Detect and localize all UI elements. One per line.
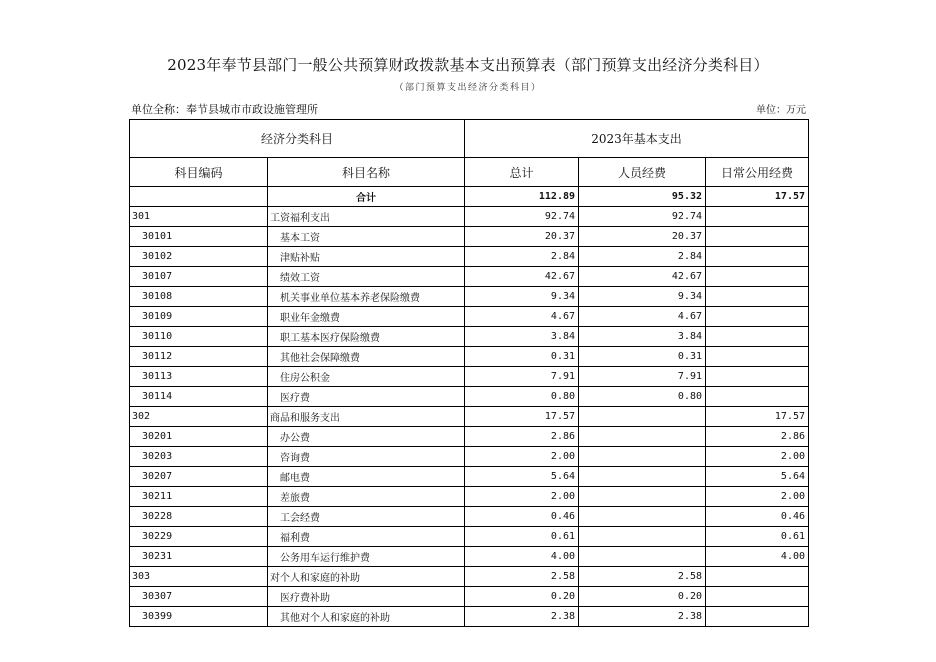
row-code: 301: [130, 207, 268, 227]
unit-name: 单位全称：奉节县城市市政设施管理所: [131, 103, 318, 116]
row-personnel: 2.84: [579, 247, 706, 267]
row-public: 5.64: [706, 467, 809, 487]
row-total: 42.67: [465, 267, 579, 287]
table-row: [130, 427, 809, 447]
page-subtitle: （部门预算支出经济分类科目）: [394, 83, 542, 93]
row-public: [706, 207, 809, 227]
row-public: [706, 587, 809, 607]
row-public: [706, 267, 809, 287]
row-total: 2.86: [465, 427, 579, 447]
row-name: 职工基本医疗保险缴费: [268, 327, 465, 347]
row-personnel: [579, 507, 706, 527]
row-total: 2.58: [465, 567, 579, 587]
table-row: [130, 207, 809, 227]
row-personnel: [579, 447, 706, 467]
row-name: 商品和服务支出: [268, 407, 465, 427]
table-row: [130, 467, 809, 487]
row-public: [706, 247, 809, 267]
row-total: 0.31: [465, 347, 579, 367]
row-personnel: 4.67: [579, 307, 706, 327]
header-code: 科目编码: [130, 158, 268, 187]
table-row: [130, 507, 809, 527]
row-public: [706, 367, 809, 387]
row-personnel: 0.31: [579, 347, 706, 367]
row-code: 30228: [130, 507, 268, 527]
table-row: [130, 447, 809, 467]
row-total: 3.84: [465, 327, 579, 347]
row-public: [706, 227, 809, 247]
row-name: 职业年金缴费: [268, 307, 465, 327]
row-total: 4.00: [465, 547, 579, 567]
row-name: 机关事业单位基本养老保险缴费: [268, 287, 465, 307]
row-public: 0.46: [706, 507, 809, 527]
row-public: [706, 387, 809, 407]
row-code: 30114: [130, 387, 268, 407]
row-name: 医疗费补助: [268, 587, 465, 607]
row-total: 0.61: [465, 527, 579, 547]
row-personnel: [579, 407, 706, 427]
row-code: 30109: [130, 307, 268, 327]
total-code: [130, 187, 268, 207]
row-name: 差旅费: [268, 487, 465, 507]
row-name: 绩效工资: [268, 267, 465, 287]
row-personnel: 2.38: [579, 607, 706, 627]
row-personnel: 2.58: [579, 567, 706, 587]
row-code: 30108: [130, 287, 268, 307]
currency-unit: 单位：万元: [756, 105, 806, 116]
row-code: 302: [130, 407, 268, 427]
table-row: [130, 347, 809, 367]
row-public: [706, 607, 809, 627]
row-public: [706, 567, 809, 587]
row-total: 20.37: [465, 227, 579, 247]
row-code: 303: [130, 567, 268, 587]
row-name: 工资福利支出: [268, 207, 465, 227]
total-total: 112.89: [465, 187, 579, 207]
row-public: 4.00: [706, 547, 809, 567]
row-personnel: 0.20: [579, 587, 706, 607]
row-name: 邮电费: [268, 467, 465, 487]
row-name: 住房公积金: [268, 367, 465, 387]
row-public: [706, 287, 809, 307]
table-row: [130, 487, 809, 507]
table-row: [130, 307, 809, 327]
row-total: 9.34: [465, 287, 579, 307]
row-public: 2.86: [706, 427, 809, 447]
row-total: 0.20: [465, 587, 579, 607]
row-public: [706, 327, 809, 347]
header-basic-expenditure: 2023年基本支出: [465, 120, 809, 158]
row-name: 基本工资: [268, 227, 465, 247]
table-row: [130, 267, 809, 287]
row-public: 17.57: [706, 407, 809, 427]
row-personnel: 9.34: [579, 287, 706, 307]
row-personnel: 7.91: [579, 367, 706, 387]
table-row: [130, 547, 809, 567]
row-code: 30399: [130, 607, 268, 627]
row-name: 其他对个人和家庭的补助: [268, 607, 465, 627]
header-personnel: 人员经费: [579, 158, 706, 187]
table-row: [130, 367, 809, 387]
row-personnel: [579, 527, 706, 547]
row-name: 办公费: [268, 427, 465, 447]
row-name: 福利费: [268, 527, 465, 547]
header-name: 科目名称: [268, 158, 465, 187]
total-personnel: 95.32: [579, 187, 706, 207]
row-personnel: [579, 547, 706, 567]
header-public: 日常公用经费: [706, 158, 809, 187]
row-total: 0.80: [465, 387, 579, 407]
row-code: 30229: [130, 527, 268, 547]
row-total: 2.84: [465, 247, 579, 267]
row-personnel: 92.74: [579, 207, 706, 227]
row-name: 津贴补贴: [268, 247, 465, 267]
table-row: [130, 327, 809, 347]
row-code: 30203: [130, 447, 268, 467]
table-row: [130, 527, 809, 547]
row-public: 2.00: [706, 447, 809, 467]
row-name: 医疗费: [268, 387, 465, 407]
row-code: 30112: [130, 347, 268, 367]
row-code: 30102: [130, 247, 268, 267]
total-row: [130, 187, 809, 207]
row-personnel: [579, 427, 706, 447]
row-total: 2.00: [465, 487, 579, 507]
table-row: [130, 387, 809, 407]
header-economic-category: 经济分类科目: [130, 120, 465, 158]
row-personnel: 0.80: [579, 387, 706, 407]
row-code: 30207: [130, 467, 268, 487]
row-personnel: 42.67: [579, 267, 706, 287]
row-total: 92.74: [465, 207, 579, 227]
row-public: 0.61: [706, 527, 809, 547]
row-total: 2.38: [465, 607, 579, 627]
row-name: 工会经费: [268, 507, 465, 527]
row-code: 30113: [130, 367, 268, 387]
table-row: [130, 587, 809, 607]
row-total: 17.57: [465, 407, 579, 427]
table-row: [130, 407, 809, 427]
table-row: [130, 607, 809, 627]
row-public: [706, 307, 809, 327]
row-code: 30110: [130, 327, 268, 347]
table-row: [130, 227, 809, 247]
budget-table: [129, 119, 809, 627]
row-total: 0.46: [465, 507, 579, 527]
header-total: 总计: [465, 158, 579, 187]
total-public: 17.57: [706, 187, 809, 207]
row-name: 咨询费: [268, 447, 465, 467]
row-name: 其他社会保障缴费: [268, 347, 465, 367]
row-personnel: [579, 487, 706, 507]
row-personnel: 20.37: [579, 227, 706, 247]
row-code: 30231: [130, 547, 268, 567]
header-row-group: [130, 120, 809, 158]
row-code: 30307: [130, 587, 268, 607]
row-personnel: 3.84: [579, 327, 706, 347]
row-name: 对个人和家庭的补助: [268, 567, 465, 587]
table-row: [130, 287, 809, 307]
row-code: 30201: [130, 427, 268, 447]
row-public: 2.00: [706, 487, 809, 507]
row-code: 30211: [130, 487, 268, 507]
row-code: 30107: [130, 267, 268, 287]
row-total: 4.67: [465, 307, 579, 327]
table-row: [130, 567, 809, 587]
row-total: 2.00: [465, 447, 579, 467]
row-code: 30101: [130, 227, 268, 247]
page-title: 2023年奉节县部门一般公共预算财政拨款基本支出预算表（部门预算支出经济分类科目）: [167, 56, 769, 74]
row-public: [706, 347, 809, 367]
table-row: [130, 247, 809, 267]
row-total: 5.64: [465, 467, 579, 487]
row-name: 公务用车运行维护费: [268, 547, 465, 567]
total-label: 合计: [268, 187, 465, 207]
row-total: 7.91: [465, 367, 579, 387]
row-personnel: [579, 467, 706, 487]
header-row-columns: [130, 158, 809, 187]
